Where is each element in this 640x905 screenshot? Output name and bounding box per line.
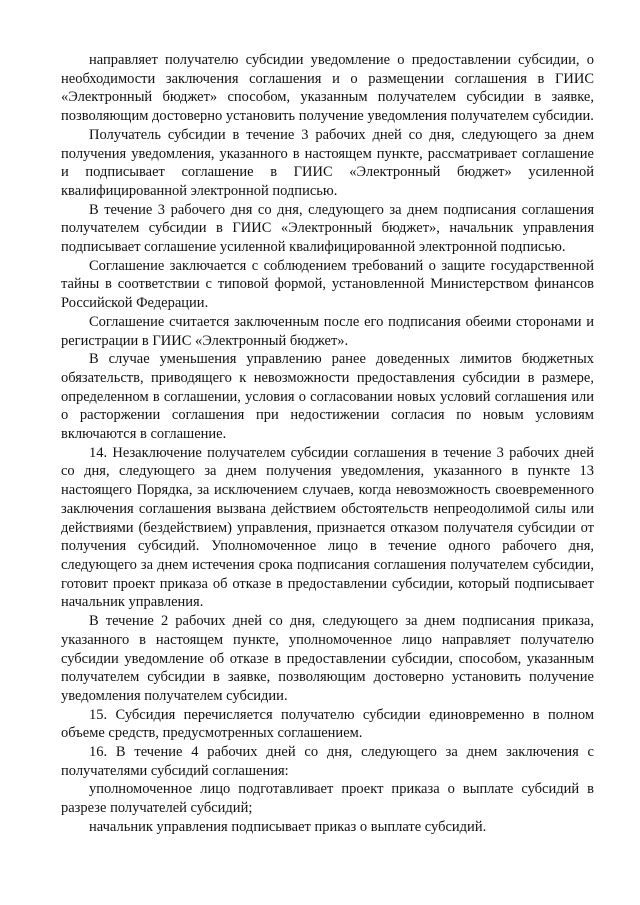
paragraph-order-sign: начальник управления подписывает приказ о выплате субсидий. bbox=[89, 818, 487, 835]
paragraph-agreement-concluded: Соглашение считается заключенным после его подписания обеими сторонами и регистрации в ГИИС «Электронный бюджет». bbox=[61, 313, 594, 349]
paragraph-refusal-notice: В течение 2 рабочих дней со дня, следующего за днем подписания приказа, указанного в настоящем пункте, уполномоченное лицо направляет получателю субсидии уведомление об отказе в предоставлении субсидии, способом, указанным получателем субсидии в заявке, позволяющим достоверно установить получение уведомления получателем субсидии. bbox=[61, 613, 594, 704]
paragraph-state-secret: Соглашение заключается с соблюдением требований о защите государственной тайны в соответствии с типовой формой, установленной Министерством финансов Российской Федерации. bbox=[61, 257, 594, 312]
paragraph-limits-reduction: В случае уменьшения управлению ранее доведенных лимитов бюджетных обязательств, приводящего к невозможности предоставления субсидии в размере, определенном в соглашении, условия о согласовании новых условий соглашения или о расторжении соглашения при недостижении согласия по новым условиям включаются в соглашение. bbox=[61, 351, 594, 443]
document-page bbox=[61, 51, 594, 837]
paragraph-order-prepare: уполномоченное лицо подготавливает проект приказа о выплате субсидий в разрезе получателей субсидий; bbox=[61, 781, 594, 817]
paragraph-head-signs: В течение 3 рабочего дня со дня, следующего за днем подписания соглашения получателем субсидии в ГИИС «Электронный бюджет», начальник управления подписывает соглашение усиленной квалифицированной электронной подписью. bbox=[61, 201, 594, 256]
paragraph-item-14: 14. Незаключение получателем субсидии соглашения в течение 3 рабочих дней со дня, следующего за днем получения уведомления, указанного в пункте 13 настоящего Порядка, за исключением случаев, когда невозможность своевременного заключения соглашения вызвана действием обстоятельств непреодолимой силы или действиями (бездействием) управления, признается отказом получателя субсидии от получения субсидий. Уполномоченное лицо в течение одного рабочего дня, следующего за днем истечения срока подписания соглашения получателем субсидии, готовит проект приказа об отказе в предоставлении субсидии, который подписывает начальник управления. bbox=[61, 444, 594, 611]
paragraph-recipient-signs: Получатель субсидии в течение 3 рабочих дней со дня, следующего за днем получения уведомления, указанного в настоящем пункте, рассматривает соглашение и подписывает соглашение в ГИИС «Электронный бюджет» усиленной квалифицированной электронной подписью. bbox=[61, 126, 594, 199]
paragraph-item-16: 16. В течение 4 рабочих дней со дня, следующего за днем заключения с получателями субсидий соглашения: bbox=[61, 744, 594, 779]
paragraph-notification: направляет получателю субсидии уведомление о предоставлении субсидии, о необходимости заключения соглашения и о размещении соглашения в ГИИС «Электронный бюджет» способом, указанным получателем субсидии в заявке, позволяющим достоверно установить получение уведомления получателем субсидии. bbox=[61, 52, 594, 125]
paragraph-item-15: 15. Субсидия перечисляется получателю субсидии единовременно в полном объеме средств, предусмотренных соглашением. bbox=[61, 706, 594, 742]
